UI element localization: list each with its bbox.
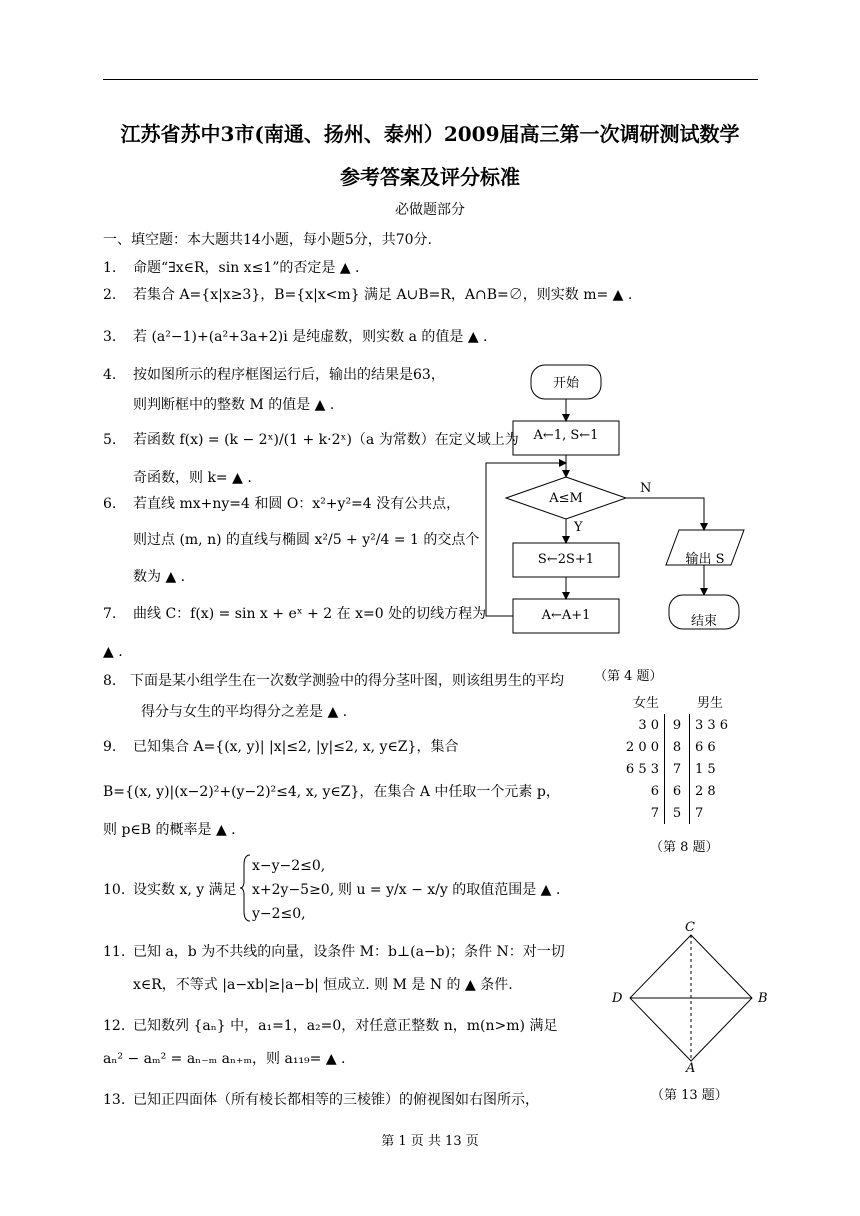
fc-step1-label: S←2S+1 (537, 552, 595, 567)
fc-end-label: 结束 (690, 614, 717, 629)
stemleaf-stem: 7 (665, 758, 690, 780)
q3-text: 若 (a²−1)+(a²+3a+2)i 是纯虚数，则实数 a 的值是 ▲ . (133, 329, 488, 345)
q3-number: 3. (103, 329, 117, 345)
q12-line-1: 已知数列 {aₙ} 中，a₁=1，a₂=0，对任意正整数 n，m(n>m) 满足 (133, 1018, 558, 1034)
stemleaf-head-male: 男生 (697, 696, 724, 711)
section-label: 必做题部分 (395, 202, 465, 218)
q12-number: 12. (103, 1018, 126, 1034)
stemleaf-row (614, 780, 740, 802)
stemleaf-caption: （第 8 题） (650, 840, 719, 855)
q9-number: 9. (103, 739, 117, 755)
q10-line-1: 设实数 x, y 满足 (133, 882, 237, 898)
q11-line-1: 已知 a，b 为不共线的向量，设条件 M：b⊥(a−b)；条件 N：对一切 (133, 944, 565, 960)
q10-constraint-1: x−y−2≤0, (252, 858, 326, 874)
stemleaf-right: 3 3 6 (695, 717, 729, 733)
q12-line-2: aₙ² − aₘ² = aₙ₋ₘ aₙ₊ₘ，则 a₁₁₉= ▲ . (103, 1051, 346, 1067)
q10-line-5: 则 u = y/x − x/y 的取值范围是 ▲ . (338, 882, 561, 898)
q5-number: 5. (103, 432, 117, 448)
fc-no-label: N (640, 481, 652, 496)
stemleaf-row (614, 736, 740, 758)
stemleaf-left: 6 (650, 783, 659, 799)
q1-text: 命题“∃x∈R，sin x≤1”的否定是 ▲ . (133, 260, 360, 276)
q1-number: 1. (103, 260, 117, 276)
q10-constraint-2: x+2y−5≥0, (252, 882, 335, 898)
q4-line-1: 按如图所示的程序框图运行后，输出的结果是63， (133, 367, 445, 383)
tetrahedron-figure (620, 925, 760, 1065)
q8-line-1: 下面是某小组学生在一次数学测验中的得分茎叶图，则该组男生的平均 (130, 673, 564, 689)
stemleaf-left: 6 5 3 (625, 761, 659, 777)
stemleaf-head-female: 女生 (633, 696, 660, 711)
q7-line-1: 曲线 C：f(x) = sin x + eˣ + 2 在 x=0 处的切线方程为 (133, 606, 487, 622)
stemleaf-right: 1 5 (695, 761, 716, 777)
fc-step2-label: A←A+1 (541, 608, 591, 623)
q7-line-2: ▲ . (103, 644, 123, 660)
stemleaf-stem: 9 (665, 714, 690, 736)
fig13-caption: （第 13 题） (651, 1088, 728, 1103)
stemleaf-row (614, 802, 740, 824)
q2-text: 若集合 A={x|x≥3}，B={x|x<m} 满足 A∪B=R，A∩B=∅，则实数 m= ▲ . (133, 287, 633, 303)
q13-line-1: 已知正四面体（所有棱长都相等的三棱锥）的俯视图如右图所示， (133, 1092, 539, 1108)
title-line-2: 参考答案及评分标准 (340, 165, 520, 189)
stemleaf-stem: 8 (665, 736, 690, 758)
stemleaf-right: 2 8 (695, 783, 716, 799)
fc-caption: （第 4 题） (594, 669, 663, 684)
fig13-label-a: A (686, 1061, 696, 1076)
stemleaf-stem: 6 (665, 780, 690, 802)
q8-number: 8. (103, 673, 117, 689)
q5-line-1: 若函数 f(x) = (k − 2ˣ)/(1 + k·2ˣ)（a 为常数）在定义域上为 (133, 432, 519, 448)
fc-output-label: 输出 S (685, 552, 725, 567)
q9-line-3: 则 p∈B 的概率是 ▲ . (103, 822, 236, 838)
top-rule (103, 79, 758, 80)
q5-line-2: 奇函数，则 k= ▲ . (133, 470, 252, 486)
fig13-label-d: D (612, 991, 623, 1006)
q11-number: 11. (103, 944, 126, 960)
stemleaf-right: 6 6 (695, 739, 716, 755)
stemleaf-right: 7 (695, 805, 704, 821)
q4-line-2: 则判断框中的整数 M 的值是 ▲ . (133, 397, 335, 413)
page-footer: 第 1 页 共 13 页 (381, 1134, 479, 1149)
fc-cond-label: A≤M (549, 491, 583, 506)
stemleaf-table (614, 714, 744, 824)
stemleaf-stem: 5 (665, 802, 690, 824)
q7-number: 7. (103, 606, 117, 622)
q4-number: 4. (103, 367, 117, 383)
q6-line-2: 则过点 (m, n) 的直线与椭圆 x²/5 + y²/4 = 1 的交点个 (133, 532, 480, 548)
fig13-label-b: B (758, 991, 768, 1006)
stemleaf-row (614, 758, 740, 780)
q6-line-1: 若直线 mx+ny=4 和圆 O：x²+y²=4 没有公共点， (133, 496, 461, 512)
flowchart (480, 355, 760, 685)
q10-brace (240, 853, 252, 923)
fc-init-label: A←1, S←1 (533, 428, 599, 443)
q11-line-2: x∈R，不等式 |a−xb|≥|a−b| 恒成立. 则 M 是 N 的 ▲ 条件. (133, 977, 513, 993)
title-line-1: 江苏省苏中3市(南通、扬州、泰州）2009届高三第一次调研测试数学 (120, 122, 740, 146)
part-heading: 一、填空题：本大题共14小题，每小题5分，共70分. (103, 232, 432, 248)
fc-yes-label: Y (574, 520, 583, 535)
stemleaf-left: 2 0 0 (625, 739, 659, 755)
q9-line-2: B={(x, y)|(x−2)²+(y−2)²≤4, x, y∈Z}，在集合 A 中任取一个元素 p， (103, 784, 560, 800)
q6-line-3: 数为 ▲ . (133, 569, 186, 585)
q10-constraint-3: y−2≤0, (252, 906, 306, 922)
q2-number: 2. (103, 287, 117, 303)
q8-line-2: 得分与女生的平均得分之差是 ▲ . (141, 704, 348, 720)
stemleaf-row (614, 714, 740, 736)
fig13-label-c: C (685, 920, 695, 935)
q10-number: 10. (103, 882, 126, 898)
q6-number: 6. (103, 496, 117, 512)
stemleaf-left: 7 (650, 805, 659, 821)
q9-line-1: 已知集合 A={(x, y)| |x|≤2, |y|≤2, x, y∈Z}，集合 (133, 739, 459, 755)
fc-start-label: 开始 (552, 376, 579, 391)
stemleaf-left: 3 0 (638, 717, 659, 733)
q13-number: 13. (103, 1092, 126, 1108)
